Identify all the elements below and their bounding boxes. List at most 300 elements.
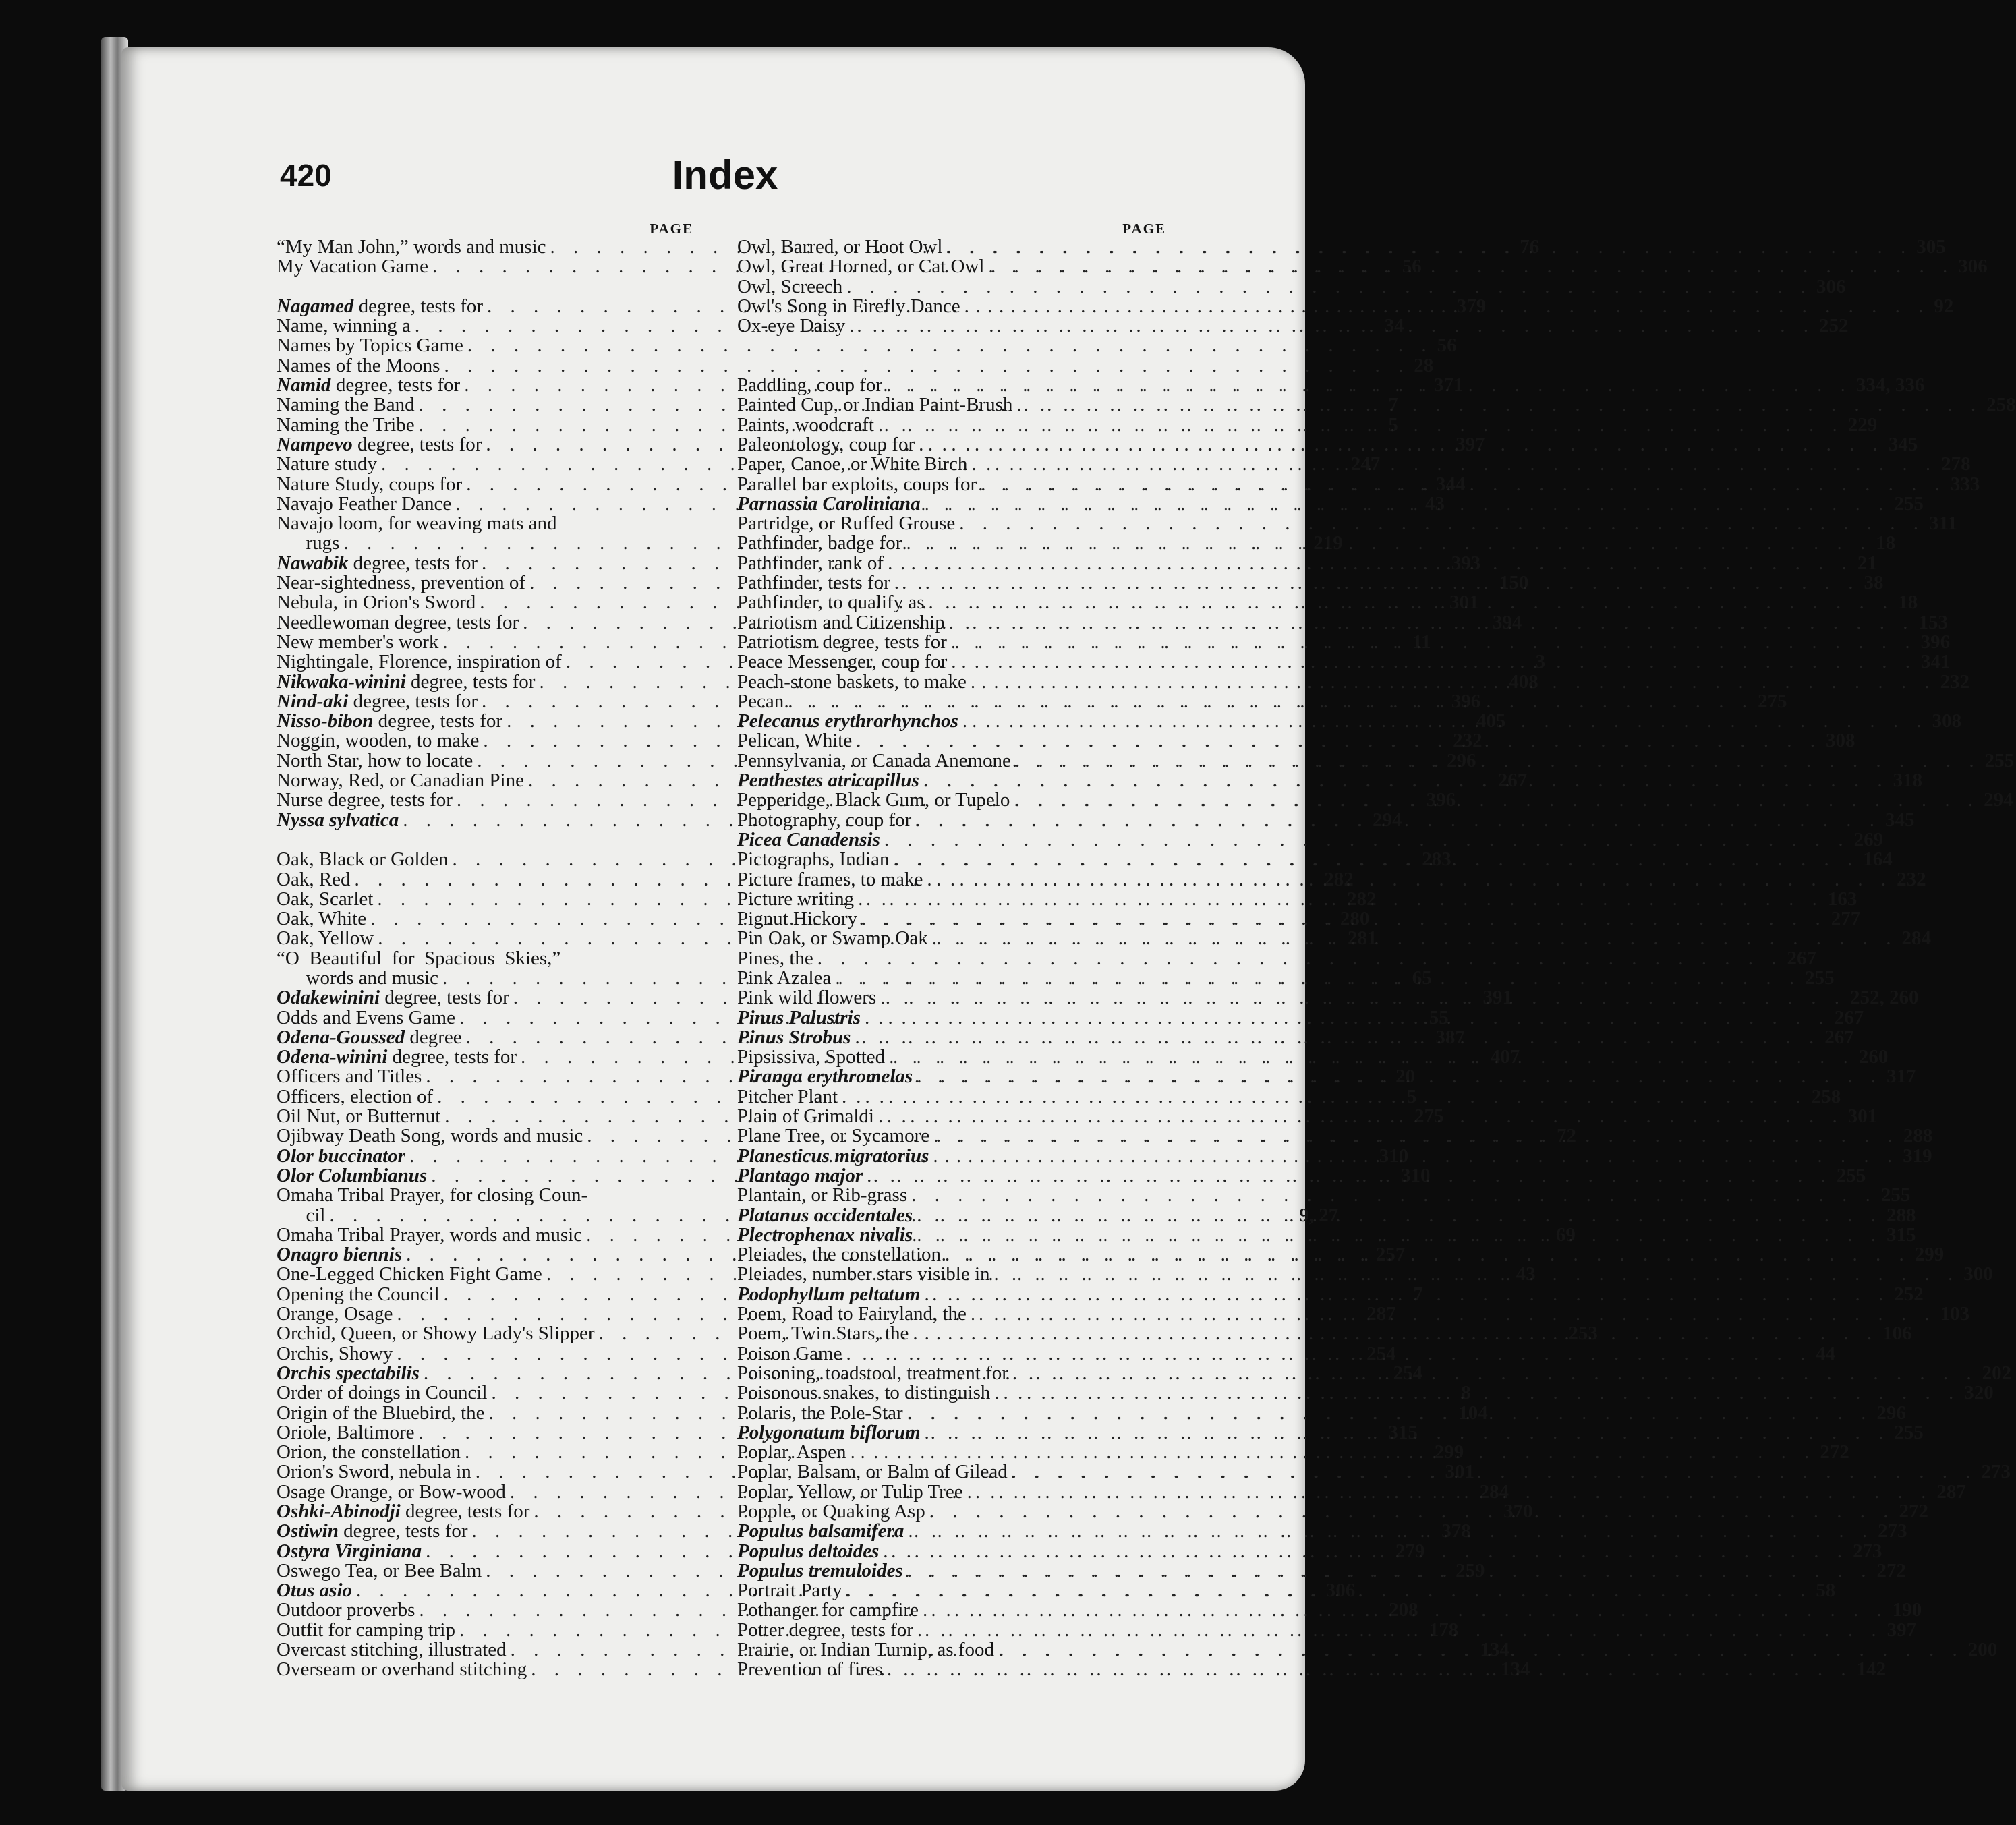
dot-leader: [963, 1482, 1937, 1502]
index-entry-italic: Namid: [277, 374, 331, 397]
index-entry-italic: Populus deltoides: [737, 1540, 880, 1562]
index-entry-text: Oak, Red: [277, 868, 351, 890]
index-entry-text: Poplar, Yellow, or Tulip Tree: [737, 1480, 963, 1503]
index-entry-page: 282: [1324, 868, 1354, 890]
index-entry-page: 229: [1847, 413, 1878, 436]
index-entry-italic: Odena-Goussed: [277, 1026, 405, 1048]
index-entry-text: Prairie, or Indian Turnip, as food: [737, 1639, 994, 1661]
index-entry-page: 163: [1827, 888, 1857, 910]
index-entry: [737, 828, 1884, 850]
index-entry-italic: Polygonatum biflorum: [737, 1421, 921, 1443]
index-entry-page: 345: [1888, 433, 1918, 455]
index-entry-italic: Orchis spectabilis: [277, 1362, 420, 1384]
index-entry-page: 282: [1347, 888, 1377, 910]
index-entry-page: 299: [1914, 1244, 1945, 1266]
dot-leader: [904, 1522, 1878, 1541]
index-entry-text: Needlewoman degree, tests for: [277, 611, 519, 633]
dot-leader: [857, 909, 1831, 929]
index-entry-text: Omaha Tribal Prayer, words and music: [277, 1223, 583, 1246]
index-entry-rest: degree, tests for: [348, 690, 478, 712]
index-entry-rest: degree, tests for: [405, 670, 536, 693]
index-entry-page: 69: [1555, 1223, 1576, 1246]
dot-leader: [874, 415, 1848, 435]
index-entry-page: 56: [1437, 335, 1457, 357]
index-entry-text: Plain of Grimaldi: [737, 1105, 874, 1128]
dot-leader: [1011, 751, 1985, 771]
dot-leader: [1010, 790, 1984, 810]
index-entry-text: Omaha Tribal Prayer, for closing Coun-: [277, 1184, 588, 1207]
index-entry-page: 255: [1894, 1421, 1924, 1443]
dot-leader: [879, 1542, 1853, 1561]
index-entry-text: [277, 692, 478, 712]
dot-leader: [913, 1621, 1887, 1640]
index-entry-page: 299: [1434, 1441, 1464, 1464]
index-entry-text: Portrait Party: [737, 1580, 842, 1602]
index-entry-page: 58: [1816, 1580, 1836, 1602]
index-entry-page: 267: [1787, 947, 1817, 969]
index-entry-text: [737, 1028, 851, 1047]
index-entry: [277, 354, 1434, 376]
index-entry-text: Pipsissiva, Spotted: [737, 1046, 886, 1068]
index-entry-page: 190: [1892, 1599, 1922, 1621]
index-entry-page: 394: [1492, 611, 1522, 633]
index-entry-text: Opening the Council: [277, 1283, 440, 1305]
index-entry-text: Origin of the Bluebird, the: [277, 1401, 485, 1424]
index-entry-italic: Pinus Palustris: [737, 1006, 861, 1029]
index-entry-text: Pathfinder, to qualify as: [737, 591, 925, 614]
index-entry-page: 273: [1981, 1461, 2011, 1483]
dot-leader: [842, 277, 1816, 297]
index-entry-page: 272: [1820, 1441, 1849, 1464]
dot-leader: [846, 1443, 1820, 1462]
index-entry-page: 232: [1453, 730, 1482, 752]
index-entry-page: 164: [1863, 848, 1893, 871]
index-entry-page: 255: [1836, 1164, 1866, 1186]
index-entry-italic: Piranga erythromelas: [737, 1066, 913, 1088]
index-entry: [737, 413, 1878, 436]
index-entry-text: [277, 376, 460, 395]
index-entry-italic: Nawabik: [277, 552, 349, 574]
index-entry-rest: degree: [405, 1026, 462, 1048]
index-entry-page: 56: [1402, 256, 1422, 278]
dot-leader: [929, 1126, 1903, 1146]
index-entry-page: 21: [1857, 552, 1877, 574]
index-entry-page: 72: [1557, 1125, 1577, 1147]
index-entry-italic: Odakewinini: [277, 987, 380, 1009]
index-entry-text: Pin Oak, or Swamp Oak: [737, 927, 928, 950]
index-entry: [277, 949, 693, 968]
index-entry-page: 267: [1834, 1006, 1864, 1029]
index-entry-text: Pink Azalea: [737, 966, 832, 989]
index-entry-italic: Pelecanus erythrorhynchos: [737, 710, 958, 732]
index-entry-text: Parallel bar exploits, coups for: [737, 473, 977, 495]
index-entry-text: Owl, Barred, or Hoot Owl: [737, 236, 943, 258]
dot-leader: [885, 1047, 1859, 1067]
dot-leader: [941, 1245, 1915, 1265]
index-entry-page: 219: [1313, 532, 1343, 554]
index-entry-page: 393: [1451, 552, 1481, 574]
index-entry-rest: degree, tests for: [373, 710, 503, 732]
index-entry-page: 311: [1928, 513, 1957, 535]
index-entry-page: 397: [1887, 1619, 1917, 1641]
page-header: [280, 152, 1170, 199]
index-entry-text: Navajo loom, for weaving mats and: [277, 513, 557, 535]
index-entry-text: Naming the Band: [277, 394, 415, 416]
index-entry-page: 200: [1967, 1639, 1998, 1661]
index-entry-page: 43: [1516, 1263, 1536, 1285]
index-entry-italic: Onagro biennis: [277, 1244, 403, 1266]
dot-leader: [921, 494, 1895, 514]
dot-leader: [902, 533, 1876, 553]
dot-leader: [925, 593, 1899, 612]
dot-leader: [842, 1581, 1816, 1600]
index-entry-page: 247: [1350, 453, 1381, 475]
index-entry-text: Pothanger for campfire: [737, 1599, 919, 1621]
dot-leader: [831, 968, 1805, 988]
dot-leader: [947, 633, 1921, 652]
index-entry-page: 252, 260: [1849, 987, 1919, 1009]
index-entry-page: 5: [1388, 413, 1398, 436]
index-entry-text: [737, 1542, 879, 1561]
index-entry-text: [277, 1166, 427, 1186]
index-entry-italic: Parnassia Caroliniana: [737, 492, 921, 515]
index-entry-text: Ox-eye Daisy: [737, 315, 846, 337]
index-entry-page: 318: [1893, 770, 1923, 792]
index-entry-page: 387: [1435, 1026, 1465, 1048]
index-entry-text: [737, 830, 880, 850]
index-entry-page: 407: [1490, 1046, 1520, 1068]
column-head-page: PAGE: [1122, 221, 1166, 237]
index-entry-page: 317: [1886, 1066, 1916, 1088]
index-entry-text: Orion's Sword, nebula in: [277, 1461, 471, 1483]
index-entry-text: Picture writing: [737, 888, 855, 910]
dot-leader: [842, 1344, 1816, 1364]
index-entry-page: 281: [1347, 927, 1377, 950]
index-entry-italic: Nisso-bibon: [277, 710, 374, 732]
index-entry-page: 150: [1499, 572, 1529, 594]
index-entry-page: 34: [1384, 315, 1404, 337]
index-entry-italic: Pinus Strobus: [737, 1026, 851, 1048]
index-entry-text: “O Beautiful for Spacious Skies,”: [277, 947, 561, 969]
index-entry-text: Navajo Feather Dance: [277, 492, 452, 515]
index-entry-page: 370: [1503, 1501, 1533, 1522]
index-entry-text: Pathfinder, rank of: [737, 552, 884, 574]
index-entry-page: 267: [1824, 1026, 1854, 1048]
dot-leader: [903, 1403, 1877, 1423]
index-entry-text: Names of the Moons: [277, 354, 440, 376]
index-entry-text: Peach-stone baskets, to make: [737, 670, 967, 693]
index-entry-page: 288: [1886, 1204, 1916, 1226]
index-entry-text: Oak, Scarlet: [277, 888, 374, 910]
index-entry-text: Owl's Song in Firefly Dance: [737, 295, 960, 317]
dot-leader: [1012, 395, 1986, 415]
index-entry-page: 301: [1445, 1461, 1475, 1483]
index-entry-text: [277, 712, 502, 731]
index-entry-rest: degree, tests for: [352, 433, 482, 455]
dot-leader: [874, 1107, 1848, 1126]
dot-leader: [958, 712, 1932, 731]
index-entry-text: Odds and Evens Game: [277, 1006, 455, 1029]
dot-leader: [921, 1285, 1895, 1304]
index-entry-text: [277, 1047, 517, 1067]
index-entry-text: Orchis, Showy: [277, 1342, 393, 1364]
index-entry-italic: Penthestes atricapillus: [737, 770, 919, 792]
index-entry-text: Pepperidge, Black Gum, or Tupelo: [737, 789, 1010, 811]
index-entry-text: “My Man John,” words and music: [277, 236, 546, 258]
dot-leader: [1008, 1462, 1982, 1482]
index-entry-page: 65: [1412, 966, 1432, 989]
dot-leader: [845, 316, 1819, 336]
index-entry-page: 260: [1858, 1046, 1889, 1068]
index-entry: [737, 275, 1846, 297]
index-entry-text: Naming the Tribe: [277, 413, 415, 436]
index-entry-italic: Nampevo: [277, 433, 353, 455]
index-entry-page: 341: [1921, 651, 1951, 673]
index-entry-text: Painted Cup, or Indian Paint-Brush: [737, 394, 1013, 416]
index-entry: [737, 394, 2016, 416]
index-entry-text: [737, 1522, 904, 1541]
index-entry: [737, 356, 1166, 376]
dot-leader: [882, 376, 1856, 395]
index-entry-page: 232: [1897, 868, 1926, 890]
index-entry-page: 397: [1456, 433, 1485, 455]
index-entry-text: words and music: [277, 966, 439, 989]
dot-leader: [921, 1423, 1895, 1443]
index-entry-text: [277, 297, 483, 316]
index-entry-italic: Olor buccinator: [277, 1145, 405, 1167]
index-entry-page: 301: [1449, 591, 1479, 614]
index-entry-text: Orchid, Queen, or Showy Lady's Slipper: [277, 1323, 595, 1345]
index-entry-text: Paper, Canoe, or White Birch: [737, 453, 968, 475]
dot-leader: [863, 1166, 1837, 1186]
dot-leader: [876, 988, 1850, 1008]
index-entry-text: Partridge, or Ruffed Grouse: [737, 513, 956, 535]
index-entry-page: 208: [1389, 1599, 1418, 1621]
index-entry: [737, 1283, 1924, 1305]
index-entry-text: Outfit for camping trip: [277, 1619, 455, 1641]
index-entry: [277, 830, 693, 850]
index-entry-text: Potter degree, tests for: [737, 1619, 913, 1641]
index-entry-page: 344: [1435, 473, 1466, 495]
dot-leader: [915, 435, 1889, 455]
dot-leader: [880, 830, 1854, 850]
index-entry-page: 20: [1395, 1066, 1416, 1088]
dot-leader: [994, 1640, 1968, 1660]
index-entry-text: [737, 494, 921, 514]
dot-leader: [854, 890, 1828, 909]
index-entry-text: Pitcher Plant: [737, 1085, 838, 1107]
index-entry-italic: Odena-winini: [277, 1046, 388, 1068]
index-entry-page: 277: [1831, 908, 1861, 930]
index-entry-text: [277, 672, 535, 692]
index-entry-page: 275: [1414, 1105, 1444, 1128]
index-entry-page: 255: [1880, 1184, 1911, 1207]
index-entry-page: 315: [1388, 1421, 1418, 1443]
index-entry-page: 255: [1984, 749, 2015, 772]
dot-leader: [913, 1225, 1887, 1245]
index-entry-page: 334, 336: [1855, 374, 1925, 397]
index-entry-page: 258: [1811, 1085, 1841, 1107]
index-entry-page: 273: [1878, 1520, 1907, 1542]
index-entry-page: 5: [1406, 1085, 1417, 1107]
index-entry-italic: Nyssa sylvatica: [277, 809, 399, 831]
index-entry-page: 310: [1400, 1164, 1431, 1186]
index-entry-page: 306: [1958, 256, 1988, 278]
index-entry-page: 257: [1375, 1244, 1406, 1266]
index-entry-text: Overseam or overhand stitching: [277, 1658, 527, 1681]
index-entry-rest: degree, tests for: [338, 1520, 468, 1542]
index-entry-text: [737, 1423, 921, 1443]
index-entry-page: 134: [1501, 1658, 1530, 1681]
index-entry-page: 287: [1936, 1480, 1966, 1503]
dot-leader: [942, 237, 1916, 257]
index-entry-text: Popple, or Quaking Asp: [737, 1501, 925, 1522]
dot-leader: [947, 652, 1921, 672]
index-entry-text: [737, 1206, 913, 1225]
dot-leader: [911, 811, 1885, 830]
index-entry-page: 272: [1899, 1501, 1928, 1522]
dot-leader: [884, 554, 1857, 573]
index-entry-text: Pines, the: [737, 947, 813, 969]
dot-leader: [851, 1028, 1824, 1047]
index-entry-text: Pelican, White: [737, 730, 853, 752]
index-entry: [277, 277, 693, 297]
index-entry-page: 253: [1568, 1323, 1598, 1345]
index-entry-rest: degree, tests for: [387, 1046, 517, 1068]
index-entry-page: 7: [1388, 394, 1398, 416]
index-entry-page: 378: [1441, 1520, 1471, 1542]
index-entry-rest: degree, tests for: [380, 987, 509, 1009]
index-entry-italic: Plectrophenax nivalis: [737, 1223, 913, 1246]
index-entry-italic: Oshki-Abinodji: [277, 1501, 401, 1522]
index-entry-text: [277, 1542, 422, 1561]
index-entry-text: Name, winning a: [277, 315, 411, 337]
dot-leader: [838, 1087, 1812, 1107]
index-entry-text: Overcast stitching, illustrated: [277, 1639, 507, 1661]
index-entry-page: 252: [1894, 1283, 1924, 1305]
index-entry: [737, 651, 1951, 673]
index-entry-text: [737, 1067, 913, 1087]
dot-leader: [907, 1186, 1881, 1205]
index-entry-text: Oak, White: [277, 908, 367, 930]
index-entry-text: Oak, Yellow: [277, 927, 374, 950]
index-entry-page: 267: [1497, 770, 1528, 792]
index-entry-text: Pink wild flowers: [737, 987, 877, 1009]
index-entry-text: Outdoor proverbs: [277, 1599, 415, 1621]
index-entry-page: 38: [1864, 572, 1884, 594]
index-entry-italic: Picea Canadensis: [737, 828, 880, 850]
index-entry-italic: Populus balsamifera: [737, 1520, 904, 1542]
index-entry-italic: Otus asio: [277, 1580, 353, 1602]
dot-leader: [945, 613, 1919, 633]
index-entry-text: Pennsylvania, or Canada Anemone: [737, 749, 1011, 772]
index-entry-text: My Vacation Game: [277, 256, 428, 278]
index-entry-page: 28: [1414, 354, 1434, 376]
index-entry-page: 283: [1422, 848, 1451, 871]
index-entry-text: Plantain, or Rib-grass: [737, 1184, 908, 1207]
index-entry-text: Nurse degree, tests for: [277, 789, 453, 811]
index-entry-text: cil: [277, 1204, 326, 1226]
index-entry-text: Picture frames, to make: [737, 868, 923, 890]
index-entry-page: 269: [1853, 828, 1884, 850]
index-entry-page: 396: [1451, 690, 1481, 712]
index-entry-page: 288: [1903, 1125, 1933, 1147]
index-entry-text: Orion, the constellation: [277, 1441, 461, 1464]
index-entry-page: 315: [1886, 1223, 1916, 1246]
index-entry-rest: degree, tests for: [330, 374, 461, 397]
index-entry-page: 284: [1901, 927, 1931, 950]
index-entry-page: 18: [1898, 591, 1918, 614]
index-entry-text: [277, 1364, 420, 1383]
index-entry-page: 254: [1393, 1362, 1423, 1384]
index-entry-page: 202: [1982, 1362, 2012, 1384]
index-entry-text: Pathfinder, badge for: [737, 532, 902, 554]
dot-leader: [984, 257, 1958, 277]
index-entry-text: [737, 1561, 903, 1581]
index-entry-page: 308: [1825, 730, 1855, 752]
index-entry-page: 7: [1413, 1283, 1423, 1305]
index-entry-page: 254: [1366, 1342, 1396, 1364]
index-entry-text: [737, 1008, 861, 1028]
index-entry-italic: Nikwaka-winini: [277, 670, 406, 693]
index-entry-page: 255: [1805, 966, 1835, 989]
dot-leader: [883, 1660, 1857, 1679]
index-entry-text: [277, 1028, 462, 1047]
index-entry-text: Peace Messenger, coup for: [737, 651, 948, 673]
dot-leader: [909, 1324, 1882, 1343]
index-entry-page: 76: [1520, 236, 1540, 258]
dot-leader: [890, 850, 1864, 869]
dot-leader: [919, 771, 1893, 790]
index-entry-text: Nature Study, coups for: [277, 473, 463, 495]
dot-leader: [913, 1206, 1887, 1225]
index-entry-page: 278: [1941, 453, 1971, 475]
index-entry-text: [277, 811, 399, 830]
index-entry-text: [277, 1147, 405, 1166]
index-entry-page: 9, 27: [1299, 1204, 1339, 1226]
index-entry-page: 44: [1816, 1342, 1836, 1364]
index-entry-text: Oswego Tea, or Bee Balm: [277, 1559, 482, 1582]
index-entry-text: Officers, election of: [277, 1085, 434, 1107]
index-entry-page: 18: [1876, 532, 1896, 554]
index-entry-page: 405: [1476, 710, 1506, 732]
index-entry: [737, 336, 1166, 355]
index-entry-text: One-Legged Chicken Fight Game: [277, 1263, 542, 1285]
dot-leader: [977, 475, 1951, 494]
index-entry-text: Pleiades, number stars visible in: [737, 1263, 990, 1285]
index-entry-text: Norway, Red, or Canadian Pine: [277, 770, 524, 792]
index-entry-page: 287: [1366, 1303, 1396, 1325]
index-entry-text: Poem, Road to Fairyland, the: [737, 1303, 967, 1325]
index-entry-text: Polaris, the Pole-Star: [737, 1401, 903, 1424]
dot-leader: [852, 731, 1826, 751]
index-entry-page: 306: [1325, 1580, 1356, 1602]
index-entry-page: 232: [1940, 670, 1970, 693]
index-entry-text: Osage Orange, or Bow-wood: [277, 1480, 506, 1503]
dot-leader: [990, 1383, 1964, 1403]
index-entry-page: 272: [1876, 1559, 1906, 1582]
index-entry-page: 252: [1819, 315, 1849, 337]
dot-leader: [990, 1265, 1964, 1284]
index-entry-italic: Populus tremuloides: [737, 1559, 903, 1582]
index-entry-page: 408: [1509, 670, 1538, 693]
index-entry-text: Poisoning, toadstool, treatment for: [737, 1362, 1008, 1384]
index-entry-page: 8: [1461, 1382, 1471, 1404]
index-entry-text: North Star, how to locate: [277, 749, 473, 772]
index-entry-page: 379: [1456, 295, 1487, 317]
index-entry-text: Patriotism and Citizenship: [737, 611, 945, 633]
index-entry-page: 310: [1379, 1145, 1409, 1167]
